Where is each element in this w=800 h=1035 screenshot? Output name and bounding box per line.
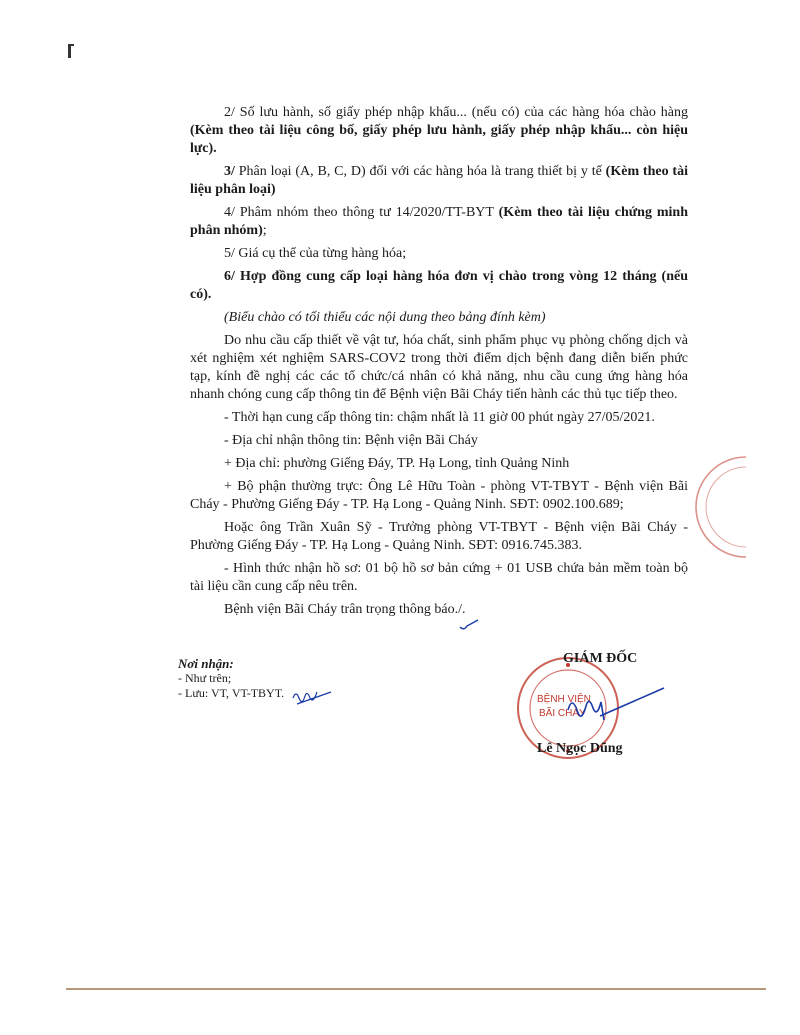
- closing-line: Bệnh viện Bãi Cháy trân trọng thông báo./.: [224, 602, 466, 617]
- document-body: [190, 104, 688, 629]
- receiver-line: - Địa chỉ nhận thông tin: Bệnh viện Bãi Cháy: [224, 433, 478, 448]
- attachment-note: (Biểu chào có tối thiểu các nội dung theo bảng đính kèm): [224, 310, 546, 325]
- signatory-name: Lê Ngọc Dũng: [537, 741, 623, 756]
- initials-signature: [287, 684, 337, 710]
- item-4: 4/ Phâm nhóm theo thông tư 14/2020/TT-BYT (Kèm theo tài liệu chứng minh phân nhóm);: [190, 205, 689, 238]
- svg-text:BỆNH VIỆN: BỆNH VIỆN: [537, 694, 591, 705]
- page-bottom-edge: [66, 988, 766, 990]
- svg-text:BÃI CHÁY: BÃI CHÁY: [539, 708, 586, 719]
- director-signature: [560, 680, 670, 740]
- signatory-title: GIÁM ĐỐC: [563, 651, 638, 666]
- recipient-line: - Lưu: VT, VT-TBYT.: [178, 686, 285, 700]
- recipients-heading: Nơi nhận:: [178, 656, 234, 671]
- page-corner-mark: [68, 44, 71, 58]
- deadline-line: - Thời hạn cung cấp thông tin: chậm nhất là 11 giờ 00 phút ngày 27/05/2021.: [224, 410, 655, 425]
- submission-form: - Hình thức nhận hồ sơ: 01 bộ hồ sơ bản cứng + 01 USB chứa bản mềm toàn bộ tài liệu cần cung cấp nêu trên.: [190, 561, 688, 594]
- ink-tick-mark: [458, 618, 480, 632]
- item-5: 5/ Giá cụ thể của từng hàng hóa;: [224, 246, 407, 261]
- request-paragraph: Do nhu cầu cấp thiết về vật tư, hóa chất, sinh phẩm phục vụ phòng chống dịch và xét nghiệm xét nghiệm SARS-COV2 trong thời điểm dịch bệnh đang diễn biến phức tạp, kính đề nghị các các tổ chức/cá nhân có khả năng, nhu cầu cung ứng hàng hóa nhanh chóng cung cấp thông tin để Bệnh viện Bãi Cháy tiến hành các thủ tục tiếp theo.: [190, 333, 688, 402]
- partial-seal-stamp: [690, 452, 746, 562]
- item-6: 6/ Hợp đồng cung cấp loại hàng hóa đơn vị chào trong vòng 12 tháng (nếu có).: [190, 269, 688, 302]
- item-3: 3/ Phân loại (A, B, C, D) đối với các hàng hóa là trang thiết bị y tế (Kèm theo tài liệu phân loại): [190, 164, 688, 197]
- recipient-line: - Như trên;: [178, 671, 232, 685]
- contact-primary: + Bộ phận thường trực: Ông Lê Hữu Toàn - phòng VT-TBYT - Bệnh viện Bãi Cháy - Phường Giếng Đáy - TP. Hạ Long - Quảng Ninh. SĐT: 0902.100.689;: [190, 479, 688, 512]
- contact-secondary: Hoặc ông Trần Xuân Sỹ - Trưởng phòng VT-TBYT - Bệnh viện Bãi Cháy - Phường Giếng Đáy - TP. Hạ Long - Quảng Ninh. SĐT: 0916.745.383.: [190, 520, 688, 553]
- address-line: + Địa chỉ: phường Giếng Đáy, TP. Hạ Long, tỉnh Quảng Ninh: [224, 456, 570, 471]
- item-2: 2/ Số lưu hành, số giấy phép nhập khẩu... (nếu có) của các hàng hóa chào hàng (Kèm theo tài liệu công bố, giấy phép lưu hành, giấy phép nhập khẩu... còn hiệu lực).: [190, 105, 688, 156]
- recipients-block: [178, 656, 284, 701]
